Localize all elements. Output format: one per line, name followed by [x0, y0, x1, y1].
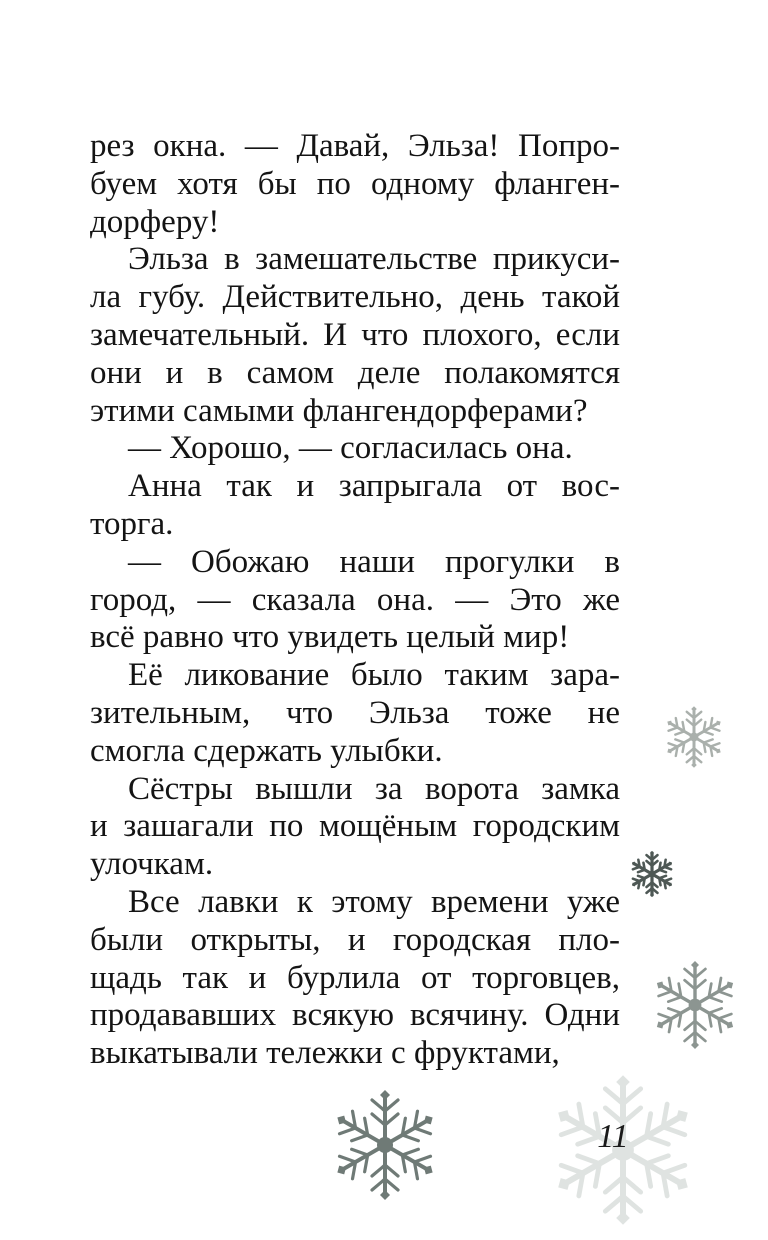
- text-line: были открыты, и городская пло-: [90, 921, 620, 958]
- text-line: Анна так и запрыгала от вос-: [128, 468, 620, 505]
- text-line: — Хорошо, — согласилась она.: [128, 430, 573, 467]
- text-line: Все лавки к этому времени уже: [128, 883, 620, 920]
- text-line: продававших всякую всячину. Одни: [90, 997, 620, 1034]
- text-line: и зашагали по мощёным городским: [90, 808, 620, 845]
- text-line: город, — сказала она. — Это же: [90, 581, 620, 618]
- text-line: выкатывали тележки с фруктами,: [90, 1035, 560, 1072]
- text-line: — Обожаю наши прогулки в: [128, 543, 620, 580]
- body-text: [90, 128, 620, 1073]
- text-line: ла губу. Действительно, день такой: [90, 279, 620, 316]
- text-line: улочкам.: [90, 846, 214, 883]
- text-line: смогла сдержать улыбки.: [90, 732, 443, 769]
- text-line: всё равно что увидеть целый мир!: [90, 619, 570, 656]
- text-line: Эльза в замешательстве прикуси-: [128, 241, 620, 278]
- text-line: Её ликование было таким зара-: [128, 657, 620, 694]
- text-line: зительным, что Эльза тоже не: [90, 694, 620, 731]
- text-line: щадь так и бурлила от торговцев,: [90, 959, 620, 996]
- snowflake-icon: [330, 1090, 440, 1200]
- text-line: Сёстры вышли за ворота замка: [128, 770, 620, 807]
- snowflake-icon: [662, 705, 726, 769]
- text-line: торга.: [90, 505, 174, 542]
- snowflake-icon: [650, 960, 740, 1050]
- snowflake-icon: [628, 850, 676, 898]
- text-line: буем хотя бы по одному фланген-: [90, 165, 620, 202]
- text-line: этими самыми флангендорферами?: [90, 392, 588, 429]
- text-line: замечательный. И что плохого, если: [90, 316, 620, 353]
- text-line: дорферу!: [90, 203, 220, 240]
- text-line: рез окна. — Давай, Эльза! Попро-: [90, 128, 620, 164]
- page-number: 11: [597, 1118, 629, 1155]
- text-line: они и в самом деле полакомятся: [90, 354, 620, 391]
